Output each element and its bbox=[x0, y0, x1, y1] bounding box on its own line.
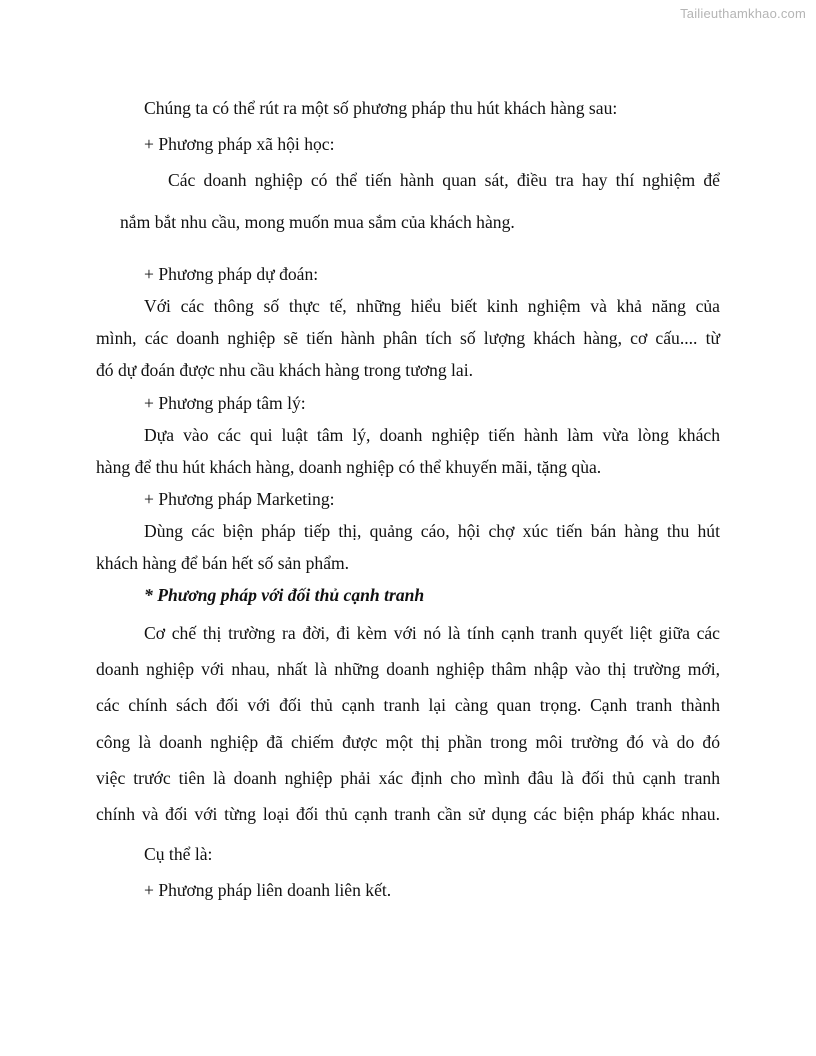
text-line: Các doanh nghiệp có thể tiến hành quan sát, điều tra hay thí nghiệm để bbox=[168, 170, 720, 190]
watermark: Tailieuthamkhao.com bbox=[680, 6, 806, 21]
text-line: đó dự đoán được nhu cầu khách hàng trong tương lai. bbox=[96, 360, 474, 380]
text-line: Dùng các biện pháp tiếp thị, quảng cáo, hội chợ xúc tiến bán hàng thu hút bbox=[144, 521, 720, 541]
method-heading-forecast: + Phương pháp dự đoán: bbox=[144, 264, 319, 284]
text-line: các chính sách đối với đối thủ cạnh tranh lại càng quan trọng. Cạnh tranh thành bbox=[96, 695, 720, 715]
text-line: mình, các doanh nghiệp sẽ tiến hành phân tích số lượng khách hàng, cơ cấu.... từ bbox=[96, 328, 720, 348]
text-line: hàng để thu hút khách hàng, doanh nghiệp có thể khuyến mãi, tặng qùa. bbox=[96, 457, 602, 477]
text-line: khách hàng để bán hết số sản phẩm. bbox=[96, 553, 350, 573]
text-line: Cơ chế thị trường ra đời, đi kèm với nó là tính cạnh tranh quyết liệt giữa các bbox=[144, 623, 720, 643]
text-line: Với các thông số thực tế, những hiểu biết kinh nghiệm và khả năng của bbox=[144, 296, 720, 316]
text-line: chính và đối với từng loại đối thủ cạnh tranh cần sử dụng các biện pháp khác nhau. bbox=[96, 804, 720, 824]
method-heading-sociology: + Phương pháp xã hội học: bbox=[144, 134, 335, 154]
text-line: nắm bắt nhu cầu, mong muốn mua sắm của khách hàng. bbox=[120, 212, 515, 232]
method-heading-marketing: + Phương pháp Marketing: bbox=[144, 489, 335, 509]
text-line: Chúng ta có thể rút ra một số phương pháp thu hút khách hàng sau: bbox=[144, 98, 618, 118]
method-heading-joint-venture: + Phương pháp liên doanh liên kết. bbox=[144, 880, 392, 900]
text-line: công là doanh nghiệp đã chiếm được một thị phần trong môi trường đó và do đó bbox=[96, 732, 720, 752]
text-line: việc trước tiên là doanh nghiệp phải xác định cho mình đâu là đối thủ cạnh tranh bbox=[96, 768, 720, 788]
section-heading: * Phương pháp với đối thủ cạnh tranh bbox=[144, 585, 425, 605]
text-line: doanh nghiệp với nhau, nhất là những doanh nghiệp thâm nhập vào thị trường mới, bbox=[96, 659, 720, 679]
text-line: Cụ thể là: bbox=[144, 844, 213, 864]
method-heading-psychology: + Phương pháp tâm lý: bbox=[144, 393, 306, 413]
text-line: Dựa vào các qui luật tâm lý, doanh nghiệp tiến hành làm vừa lòng khách bbox=[144, 425, 720, 445]
